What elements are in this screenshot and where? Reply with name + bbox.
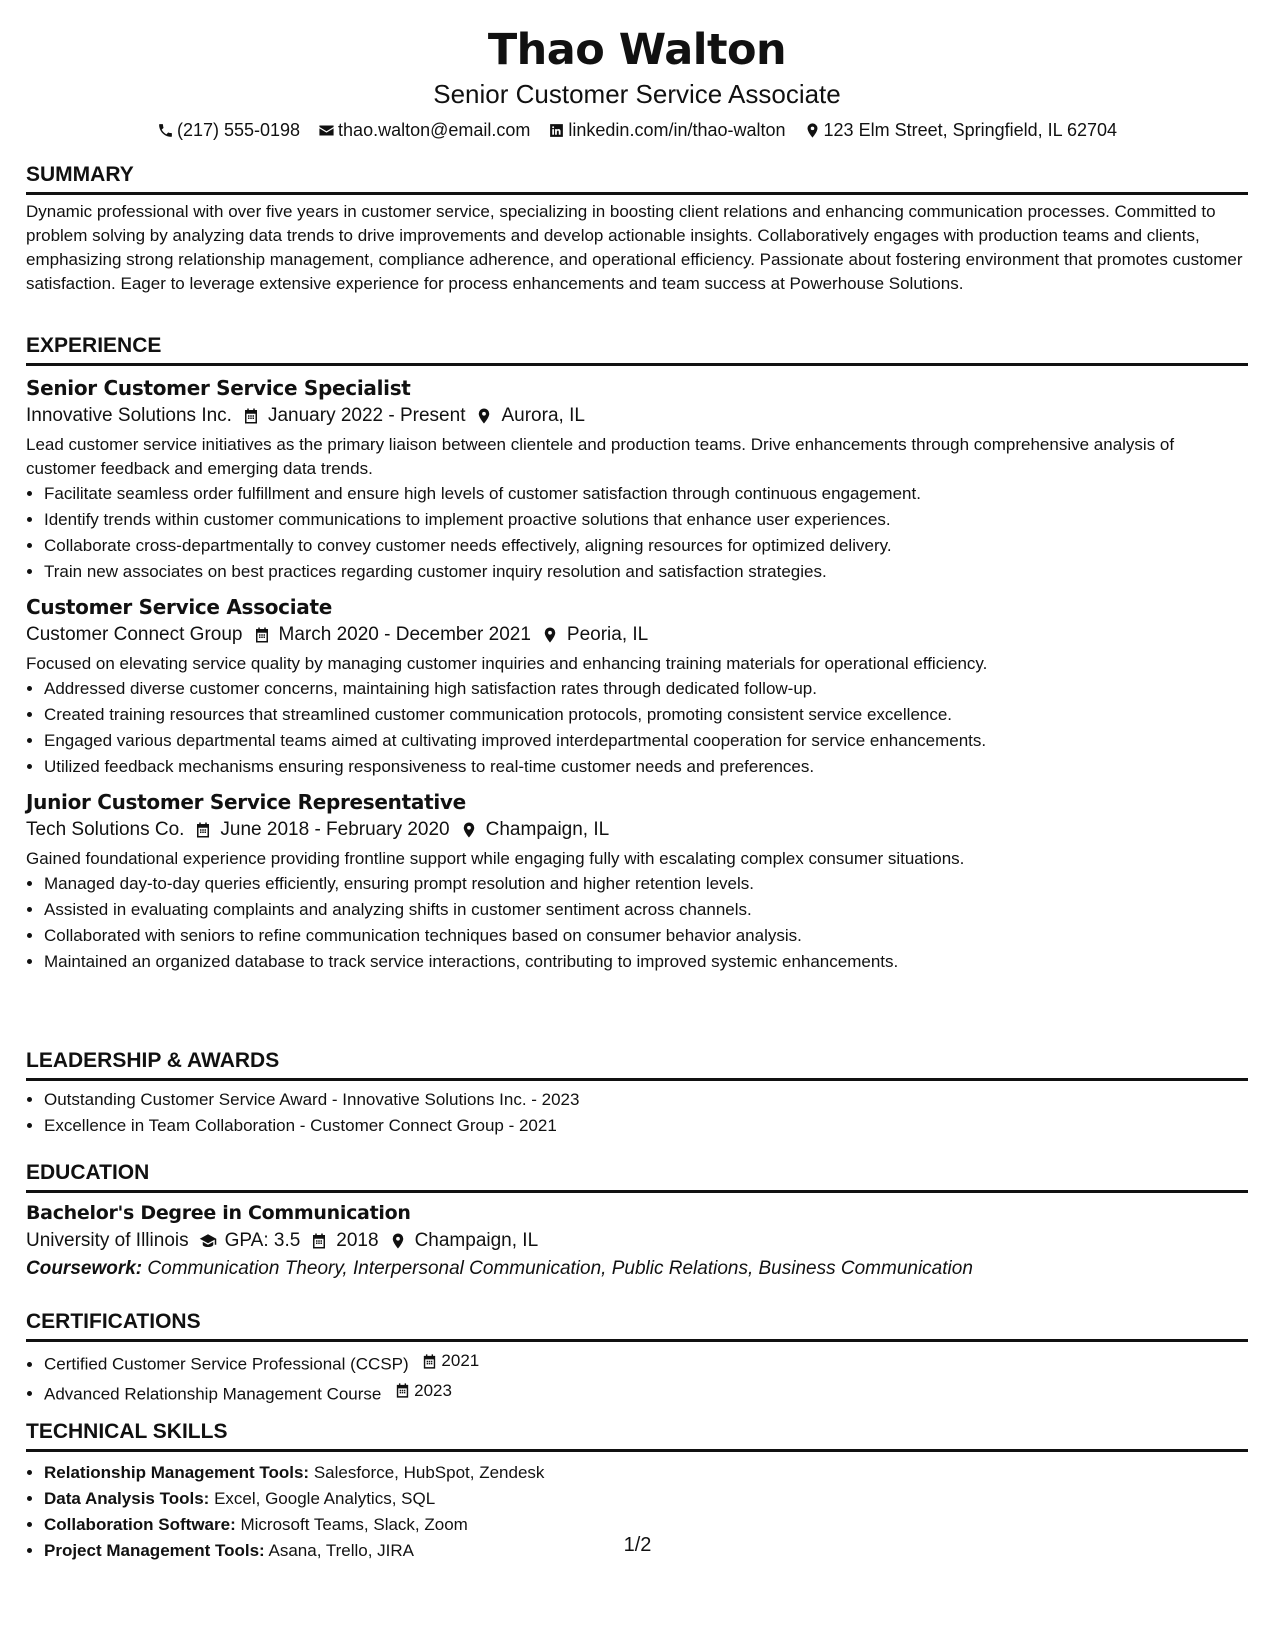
school-location: Champaign, IL (414, 1230, 539, 1251)
skill-value: Asana, Trello, JIRA (268, 1541, 415, 1560)
calendar-icon (253, 626, 271, 644)
summary-text: Dynamic professional with over five years in customer service, specializing in boosting client relations and enhancing communication processes. Committed to problem solving by analyzing data trends to drive improvements and develop actionable insights. Collaboratively engages with production teams and clients, emphasizing strong relationship management, compliance adherence, and operational efficiency. Passionate about fostering environment that promotes customer satisfaction. Eager to leverage extensive experience for process enhancements and team success at Powerhouse Solutions. (26, 202, 1243, 293)
candidate-name: Thao Walton (487, 25, 787, 75)
section-heading: EDUCATION (26, 1160, 1248, 1193)
skill-label: Data Analysis Tools: (44, 1489, 210, 1508)
list-item: • Assisted in evaluating complaints and analyzing shifts in customer sentiment across channels. (44, 897, 1248, 923)
job-entry (26, 788, 1248, 975)
experience-section (26, 333, 1248, 975)
job-location: Champaign, IL (485, 819, 610, 840)
list-item: • Addressed diverse customer concerns, maintaining high satisfaction rates through dedicated follow-up. (44, 676, 1248, 702)
job-description: Lead customer service initiatives as the primary liaison between clientele and production teams. Drive enhancements through comprehensive analysis of customer feedback and emerging data trends. (26, 435, 1175, 478)
list-item: • Managed day-to-day queries efficiently, ensuring prompt resolution and higher retention levels. (44, 871, 1248, 897)
coursework-label: Coursework: (26, 1258, 143, 1279)
list-item: • Collaborated with seniors to refine communication techniques based on consumer behavior analysis. (44, 923, 1248, 949)
list-item: • Facilitate seamless order fulfillment and ensure high levels of customer satisfaction through continuous engagement. (44, 481, 1248, 507)
list-item (44, 1460, 1248, 1486)
linkedin-text[interactable]: linkedin.com/in/thao-walton (568, 120, 786, 140)
job-bullets (26, 481, 1248, 585)
job-title: Junior Customer Service Representative (26, 790, 466, 814)
section-heading: SUMMARY (26, 162, 1248, 195)
calendar-icon (194, 821, 212, 839)
calendar-icon (394, 1382, 411, 1399)
job-meta (26, 621, 1248, 649)
linkedin-icon (548, 122, 565, 139)
address-text: 123 Elm Street, Springfield, IL 62704 (823, 120, 1118, 140)
company-name: Customer Connect Group (26, 624, 243, 645)
list-item: • Excellence in Team Collaboration - Customer Connect Group - 2021 (44, 1113, 1248, 1139)
job-entry (26, 593, 1248, 780)
job-meta (26, 402, 1248, 430)
section-heading: LEADERSHIP & AWARDS (26, 1048, 1248, 1081)
job-title: Customer Service Associate (26, 595, 333, 619)
resume-header (26, 0, 1248, 142)
job-location: Peoria, IL (566, 624, 649, 645)
job-description: Focused on elevating service quality by managing customer inquiries and enhancing training materials for operational efficiency. (26, 654, 988, 673)
job-meta (26, 816, 1248, 844)
education-meta (26, 1227, 1248, 1255)
summary-section (26, 162, 1248, 296)
section-heading: TECHNICAL SKILLS (26, 1419, 1248, 1452)
location-pin-icon (541, 626, 559, 644)
certifications-list (26, 1348, 1248, 1407)
job-dates: June 2018 - February 2020 (220, 819, 450, 840)
graduation-year: 2018 (336, 1230, 379, 1251)
mail-icon (318, 122, 335, 139)
degree-title: Bachelor's Degree in Communication (26, 1202, 411, 1224)
page-number: 1/2 (623, 1534, 652, 1556)
job-bullets (26, 871, 1248, 975)
phone-text: (217) 555-0198 (176, 120, 301, 140)
contact-phone (157, 118, 300, 142)
list-item (44, 1378, 1248, 1408)
cert-name: Advanced Relationship Management Course (44, 1384, 382, 1403)
school-name: University of Illinois (26, 1230, 189, 1251)
company-name: Tech Solutions Co. (26, 819, 185, 840)
list-item: • Created training resources that streamlined customer communication protocols, promoting consistent service excellence. (44, 702, 1248, 728)
coursework-text: Communication Theory, Interpersonal Communication, Public Relations, Business Communication (147, 1258, 973, 1279)
skill-value: Excel, Google Analytics, SQL (214, 1489, 436, 1508)
graduation-cap-icon (199, 1232, 217, 1250)
awards-list (26, 1087, 1248, 1139)
cert-year: 2023 (414, 1380, 452, 1400)
contact-row (26, 118, 1248, 142)
skill-label: Relationship Management Tools: (44, 1463, 310, 1482)
skill-value: Salesforce, HubSpot, Zendesk (313, 1463, 545, 1482)
list-item (44, 1486, 1248, 1512)
list-item (44, 1348, 1248, 1378)
section-heading: CERTIFICATIONS (26, 1309, 1248, 1342)
list-item: • Engaged various departmental teams aimed at cultivating improved interdepartmental cooperation for service enhancements. (44, 728, 1248, 754)
education-section (26, 1160, 1248, 1283)
cert-year: 2021 (441, 1351, 480, 1370)
location-pin-icon (460, 821, 478, 839)
location-pin-icon (389, 1232, 407, 1250)
calendar-icon (242, 407, 260, 425)
contact-email[interactable] (318, 118, 530, 142)
job-title: Senior Customer Service Specialist (26, 376, 411, 400)
calendar-icon (310, 1232, 328, 1250)
list-item: • Outstanding Customer Service Award - Innovative Solutions Inc. - 2023 (44, 1087, 1248, 1113)
job-bullets (26, 676, 1248, 780)
list-item: • Train new associates on best practices regarding customer inquiry resolution and satisfaction strategies. (44, 559, 1248, 585)
candidate-title: Senior Customer Service Associate (433, 79, 841, 109)
job-dates: March 2020 - December 2021 (278, 624, 531, 645)
coursework (26, 1255, 1248, 1283)
section-heading: EXPERIENCE (26, 333, 1248, 366)
cert-name: Certified Customer Service Professional (CCSP) (44, 1354, 409, 1374)
company-name: Innovative Solutions Inc. (26, 405, 232, 426)
email-text[interactable]: thao.walton@email.com (338, 120, 531, 140)
skill-value: Microsoft Teams, Slack, Zoom (240, 1515, 468, 1534)
location-pin-icon (475, 407, 493, 425)
job-location: Aurora, IL (501, 405, 585, 426)
job-description: Gained foundational experience providing frontline support while engaging fully with escalating complex consumer situations. (26, 849, 965, 868)
contact-linkedin[interactable] (548, 118, 785, 142)
certifications-section (26, 1309, 1248, 1407)
gpa: GPA: 3.5 (224, 1230, 301, 1251)
list-item: • Utilized feedback mechanisms ensuring responsiveness to real-time customer needs and preferences. (44, 754, 1248, 780)
skill-label: Collaboration Software: (44, 1515, 236, 1534)
contact-address (804, 118, 1118, 142)
awards-section (26, 1048, 1248, 1139)
location-pin-icon (804, 122, 821, 139)
phone-icon (157, 122, 174, 139)
job-dates: January 2022 - Present (267, 405, 466, 426)
list-item: • Maintained an organized database to track service interactions, contributing to improved systemic enhancements. (44, 949, 1248, 975)
list-item: • Identify trends within customer communications to implement proactive solutions that enhance user experiences. (44, 507, 1248, 533)
calendar-icon (421, 1353, 438, 1370)
skill-label: Project Management Tools: (44, 1541, 265, 1560)
job-entry (26, 374, 1248, 585)
list-item: • Collaborate cross-departmentally to convey customer needs effectively, aligning resources for optimized delivery. (44, 533, 1248, 559)
